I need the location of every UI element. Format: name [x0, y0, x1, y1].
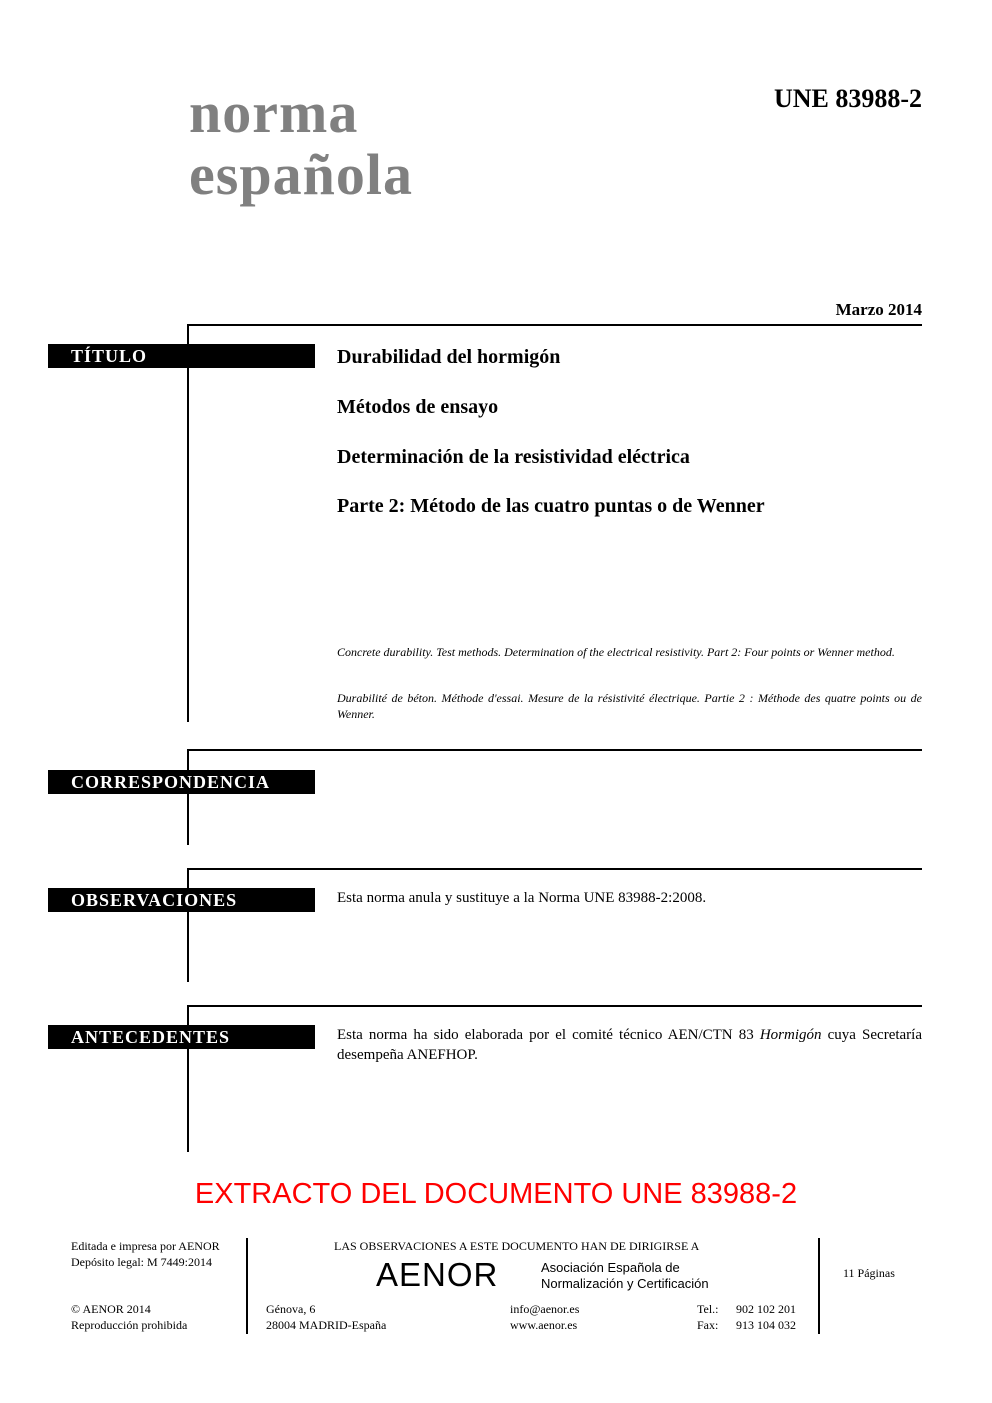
- title-line-3: Determinación de la resistividad eléctrica: [337, 446, 690, 468]
- reproduction-notice: Reproducción prohibida: [71, 1318, 188, 1332]
- observations-note: LAS OBSERVACIONES A ESTE DOCUMENTO HAN DE DIRIGIRSE A: [334, 1239, 700, 1253]
- footer-divider: [818, 1238, 820, 1334]
- french-title: Durabilité de béton. Méthode d'essai. Mesure de la résistivité électrique. Partie 2 : Méthode des quatre points ou de Wenner.: [337, 691, 922, 721]
- antecedentes-text-start: Esta norma ha sido elaborada por el comité técnico AEN/CTN 83: [337, 1027, 760, 1043]
- footer-copyright: [71, 1301, 187, 1333]
- label-titulo: TÍTULO: [48, 344, 315, 368]
- section-divider: [187, 1005, 922, 1007]
- aenor-full-line-2: Normalización y Certificación: [541, 1276, 709, 1291]
- antecedentes-text: [337, 1025, 922, 1065]
- address-line-1: Génova, 6: [266, 1302, 316, 1316]
- legal-deposit: Depósito legal: M 7449:2014: [71, 1255, 212, 1269]
- section-vertical-rule: [187, 749, 189, 845]
- tel-number: 902 102 201: [736, 1302, 796, 1316]
- standard-code: UNE 83988-2: [773, 84, 922, 113]
- label-antecedentes: ANTECEDENTES: [48, 1025, 315, 1049]
- publication-date: Marzo 2014: [835, 300, 922, 319]
- brand-line-2: española: [189, 142, 413, 207]
- aenor-full-line-1: Asociación Española de: [541, 1260, 680, 1275]
- web-link[interactable]: www.aenor.es: [510, 1318, 578, 1332]
- page-count: 11 Páginas: [843, 1266, 895, 1280]
- label-observaciones: OBSERVACIONES: [48, 888, 315, 912]
- section-vertical-rule: [187, 324, 189, 722]
- section-vertical-rule: [187, 868, 189, 982]
- title-line-1: Durabilidad del hormigón: [337, 346, 561, 368]
- phone-labels: [697, 1301, 719, 1333]
- brand-line-1: norma: [189, 80, 359, 145]
- fax-label: Fax:: [697, 1318, 719, 1332]
- contact-online: [510, 1301, 579, 1333]
- extract-notice: EXTRACTO DEL DOCUMENTO UNE 83988-2: [194, 1178, 798, 1210]
- copyright: © AENOR 2014: [71, 1302, 151, 1316]
- english-title: Concrete durability. Test methods. Determination of the electrical resistivity. Part 2: Four points or Wenner method.: [337, 645, 895, 659]
- tel-label: Tel.:: [697, 1302, 719, 1316]
- email-link[interactable]: info@aenor.es: [510, 1302, 580, 1316]
- label-correspondencia: CORRESPONDENCIA: [48, 770, 315, 794]
- title-line-2: Métodos de ensayo: [337, 396, 499, 418]
- footer-publisher: [71, 1238, 220, 1270]
- aenor-logo: AENOR: [376, 1256, 499, 1293]
- aenor-full-name: [541, 1260, 709, 1292]
- title-line-4: Parte 2: Método de las cuatro puntas o de Wenner: [337, 495, 765, 517]
- fax-number: 913 104 032: [736, 1318, 796, 1332]
- section-divider: [187, 324, 922, 326]
- antecedentes-text-end: cuya Secretaría desempeña ANEFHOP.: [337, 1027, 922, 1063]
- observaciones-text: Esta norma anula y sustituye a la Norma UNE 83988-2:2008.: [337, 890, 707, 906]
- edited-by: Editada e impresa por AENOR: [71, 1239, 220, 1253]
- address-line-2: 28004 MADRID-España: [266, 1318, 387, 1332]
- phone-numbers: [736, 1301, 796, 1333]
- section-divider: [187, 868, 922, 870]
- address: [266, 1301, 386, 1333]
- footer-divider: [246, 1238, 248, 1334]
- committee-name: Hormigón: [759, 1027, 822, 1043]
- section-divider: [187, 749, 922, 751]
